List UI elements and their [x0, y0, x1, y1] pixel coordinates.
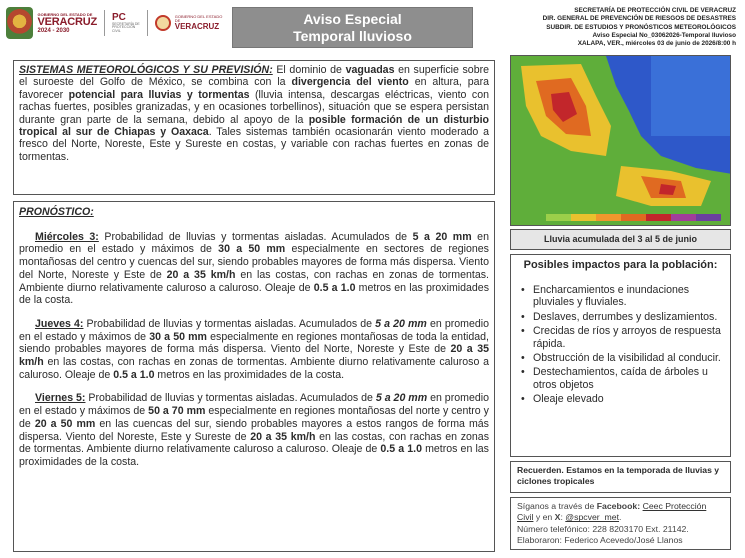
bold-run: 20 a 35 km/h	[166, 268, 236, 281]
text-run: El dominio de	[272, 64, 346, 76]
bold-run: 0.5 a 1.0	[313, 281, 356, 294]
author-line: Elaboraron: Federico Acevedo/José Llanos	[517, 535, 683, 546]
state-logo-years: 2024 - 2030	[37, 27, 70, 34]
text-run: en promedio en el estado y máximos de	[19, 392, 489, 418]
scale-step	[621, 214, 646, 221]
season-reminder: Recuerden. Estamos en la temporada de lluvias y ciclones tropicales	[510, 461, 731, 493]
logo-divider	[104, 10, 105, 36]
impact-item: • Deslaves, derrumbes y deslizamientos.	[517, 311, 724, 323]
notice-title-line2: Temporal lluvioso	[293, 27, 412, 44]
forecast-day-label: Miércoles 3:	[35, 230, 99, 243]
text-run: especialmente en sectores de regiones montañosas del centro y cuencas del sur, siendo probables mayores de forma más dispersa. Viento del Norte, Noreste y Este de	[19, 243, 489, 281]
map-caption: Lluvia acumulada del 3 al 5 de junio	[510, 229, 731, 250]
text-run: Probabilidad de lluvias y tormentas aisladas. Acumulados de	[98, 230, 413, 243]
facebook-link[interactable]: Ceec Protección Civil	[517, 501, 707, 523]
text-run: en promedio en el estado y máximos de	[19, 230, 489, 256]
bold-run: 30 a 50 mm	[149, 330, 207, 343]
scale-step	[521, 214, 546, 221]
impact-item: • Destechamientos, caída de árboles u otros objetos	[517, 366, 724, 391]
text-run: y en	[533, 512, 555, 523]
impact-item: • Encharcamientos e inundaciones pluviales y fluviales.	[517, 284, 724, 309]
bold-run: 20 a 35 km/h	[250, 430, 316, 443]
text-run: Síganos a través de	[517, 501, 597, 511]
text-run: metros en las proximidades de la costa.	[154, 368, 345, 381]
scale-step	[696, 214, 721, 221]
social-line	[517, 501, 724, 524]
text-run: en las costas, con rachas en zonas de tormentas. Ambiente diurno relativamente caluroso a caluroso. Oleaje de	[19, 268, 489, 294]
x-link[interactable]: @spcver_met	[565, 512, 620, 523]
state-logo-name: VERACRUZ	[37, 15, 97, 28]
impacts-list	[517, 284, 724, 406]
text-run: en promedio en el estado y máximos de	[19, 317, 489, 343]
agency-line-4: Aviso Especial No_03062026-Temporal lluvioso	[592, 31, 736, 39]
pc-logo-sub: SECRETARÍA DE PROTECCIÓN CIVIL	[111, 21, 140, 33]
logo-divider	[147, 10, 148, 36]
impacts-section	[510, 254, 731, 457]
agency-line-2: DIR. GENERAL DE PREVENCIÓN DE RIESGOS DE DESASTRES	[542, 15, 736, 23]
state-government-logo	[37, 13, 97, 34]
forecast-day-friday	[19, 392, 489, 468]
bold-run: 20 a 35 km/h	[19, 343, 489, 369]
forecast-day-wednesday	[19, 231, 489, 307]
bold-run: 20 a 50 mm	[34, 417, 96, 430]
text-run: Probabilidad de lluvias y tormentas aisladas. Acumulados de	[83, 317, 376, 330]
impact-item: • Crecidas de ríos y arroyos de respuesta rápida.	[517, 325, 724, 350]
precipitation-map	[510, 55, 731, 226]
text-run: .	[619, 512, 622, 523]
text-run: metros en las proximidades de la costa.	[19, 281, 489, 307]
bold-run: 5 a 20 mm	[375, 392, 428, 405]
forecast-day-label: Viernes 5:	[35, 392, 86, 405]
scale-step	[646, 214, 671, 221]
forecast-section	[13, 201, 495, 552]
x-label: X	[554, 512, 561, 523]
scale-step	[596, 214, 621, 221]
pc-logo	[112, 13, 140, 34]
scale-step	[671, 214, 696, 221]
text-run: Probabilidad de lluvias y tormentas aisladas. Acumulados de	[85, 392, 376, 405]
impact-item: • Obstrucción de la visibilidad al conducir.	[517, 352, 724, 364]
text-run: en las costas, con rachas en zonas de tormentas. Ambiente diurno relativamente caluroso a caluroso. Oleaje de	[19, 356, 489, 381]
text-run: en las cuencas del sur, siendo probables mayores a estos rangos de forma más dispersa. Viento del Noreste, Este y Sureste de	[19, 417, 489, 443]
state-crest-logo	[6, 7, 33, 39]
header-logos	[6, 6, 228, 40]
text-run: especialmente en regiones montañosas del norte y centro y de	[19, 405, 489, 430]
bold-run: 5 a 20 mm	[412, 230, 472, 243]
agency-line-3: SUBDIR. DE ESTUDIOS Y PRONÓSTICOS METEOROLÓGICOS	[546, 23, 736, 31]
bold-run: potencial para lluvias y tormentas	[68, 88, 250, 101]
weather-systems-section	[13, 60, 495, 195]
text-run: en las costas, con rachas en zonas de tormentas. Ambiente diurno relativamente caluroso a caluroso. Oleaje de	[19, 430, 489, 456]
precipitation-map-graphic	[511, 56, 731, 226]
text-run: . Tales sistemas también ocasionarán viento moderado a fresco del Norte, Noreste, Este y Sureste en costas, y variable con rachas fuertes en zonas de tormentas.	[19, 126, 489, 163]
bold-run: divergencia del viento	[291, 76, 409, 89]
text-run: especialmente en regiones montañosas de toda la entidad, siendo probables mayores de forma más dispersa. Viento del Norte, Noreste y Este de	[19, 330, 489, 356]
contact-section	[510, 497, 731, 550]
bold-run: 0.5 a 1.0	[380, 443, 422, 456]
bold-run: 0.5 a 1.0	[113, 368, 155, 381]
text-run: en altura, para favorecer	[19, 76, 489, 101]
bold-run: 50 a 70 mm	[148, 405, 206, 418]
agency-line-1: SECRETARÍA DE PROTECCIÓN CIVIL DE VERACRUZ	[574, 7, 736, 14]
scale-step	[571, 214, 596, 221]
bold-run: posible formación de un disturbio tropical al sur de Chiapas y Oaxaca	[19, 113, 489, 139]
text-run: (lluvia intensa, descargas eléctricas, viento con rachas fuertes, posibles granizadas, y en ocasiones torbellinos), situación que se espera persistan durante gran parte de la semana, debido al apoyo de la	[19, 88, 489, 126]
notice-title-line1: Aviso Especial	[303, 10, 402, 27]
veracruz-seal-icon	[155, 15, 171, 31]
pc-logo-abbr: PC	[111, 11, 126, 23]
impacts-title: Posibles impactos para la población:	[523, 259, 718, 271]
scale-step	[546, 214, 571, 221]
forecast-day-thursday	[19, 318, 489, 382]
agency-header	[474, 7, 736, 48]
bold-run: 5 a 20 mm	[375, 317, 427, 330]
veracruz-logo-small: GOBIERNO DEL ESTADO DE	[174, 14, 223, 23]
bold-run: 30 a 50 mm	[218, 243, 286, 256]
text-run: metros en las proximidades de la costa.	[19, 443, 489, 468]
bold-run: vaguadas	[345, 64, 395, 76]
phone-line: Número telefónico: 228 8203170 Ext. 21142.	[517, 523, 689, 534]
veracruz-logo	[175, 15, 228, 31]
forecast-day-label: Jueves 4:	[35, 317, 84, 330]
facebook-label: Facebook:	[596, 501, 641, 511]
text-run: :	[560, 512, 566, 523]
text-run: en superficie sobre el suroeste del Golfo de México, se combina con la	[19, 64, 490, 89]
weather-systems-heading: SISTEMAS METEOROLÓGICOS Y SU PREVISIÓN:	[19, 64, 273, 76]
impact-item: • Oleaje elevado	[517, 393, 724, 405]
agency-line-5: XALAPA, VER., miércoles 03 de junio de 2026/8:00 h	[577, 40, 736, 48]
veracruz-logo-name: VERACRUZ	[174, 22, 220, 31]
notice-title	[232, 7, 473, 48]
state-logo-small-text: GOBIERNO DEL ESTADO DE	[37, 11, 93, 17]
gulf-area	[651, 56, 731, 136]
forecast-heading: PRONÓSTICO:	[19, 206, 94, 218]
